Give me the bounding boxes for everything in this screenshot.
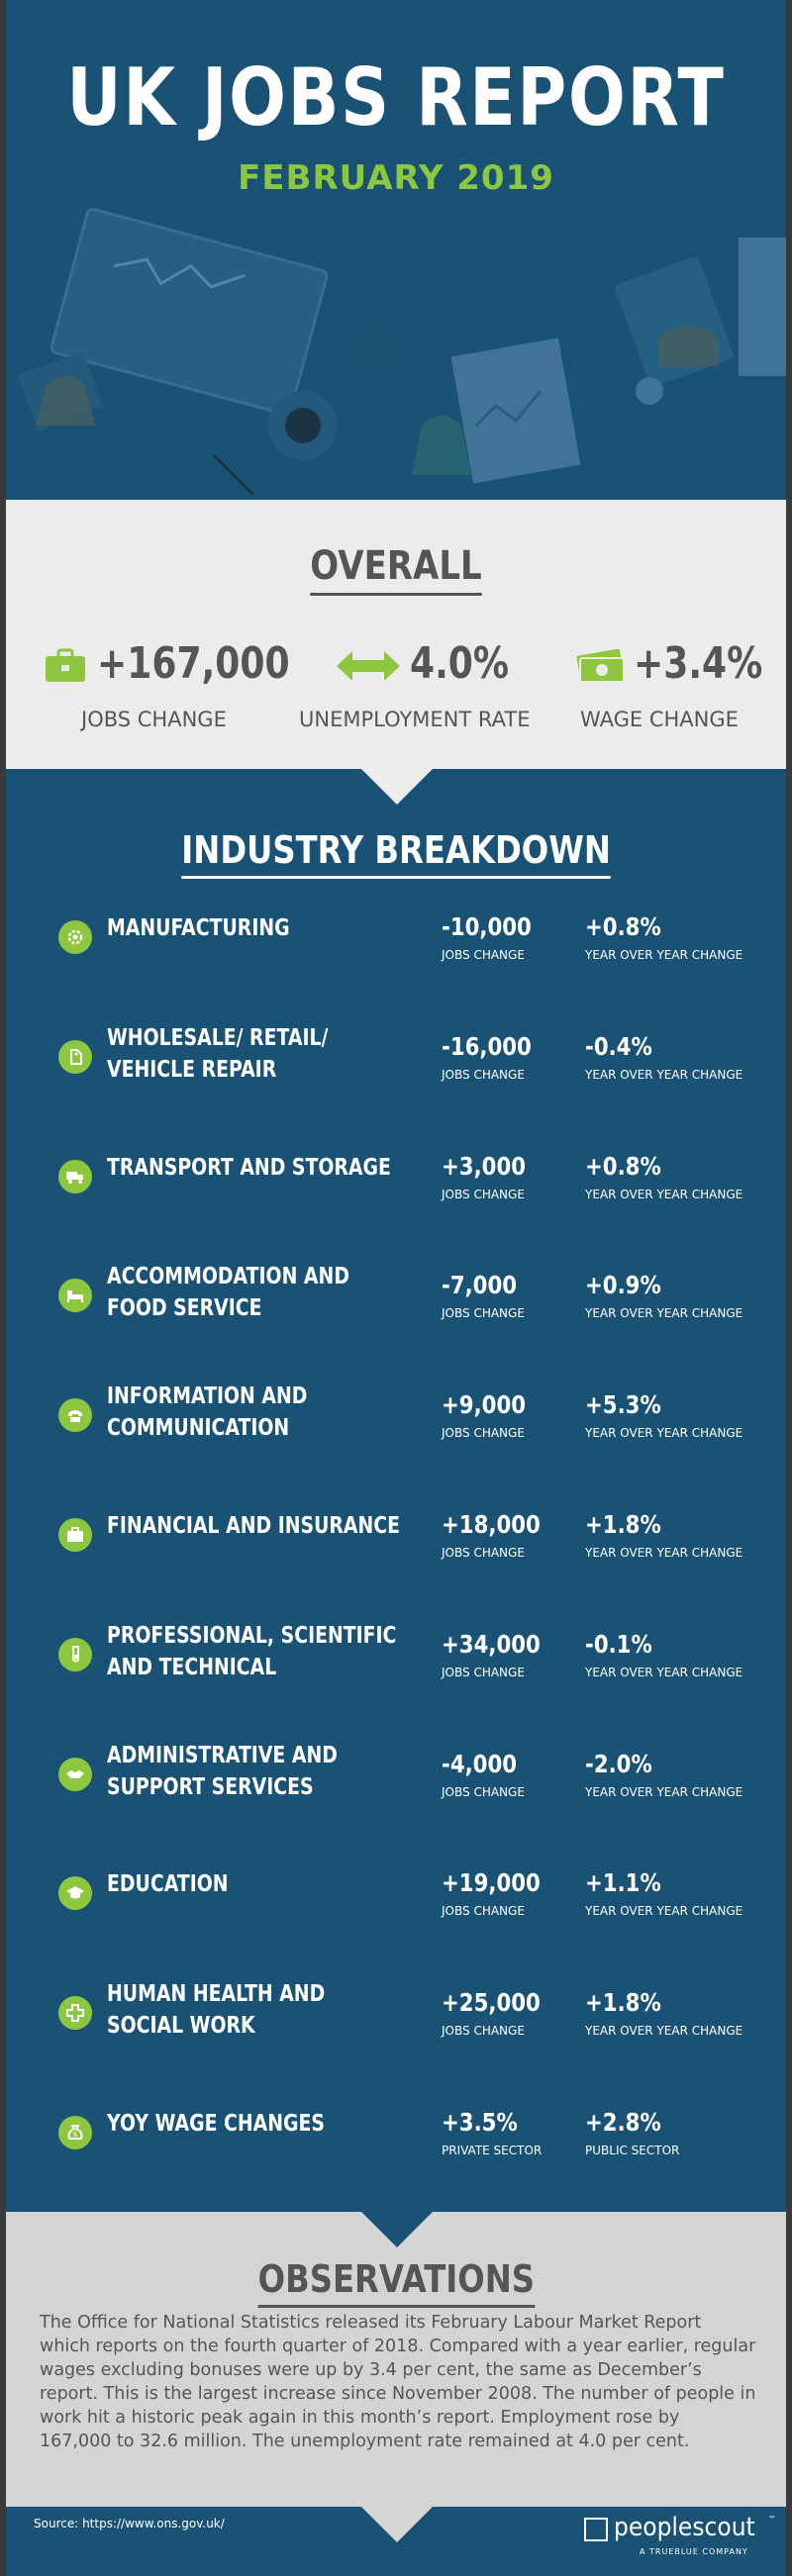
industry-name-line: FINANCIAL AND INSURANCE (107, 1513, 401, 1539)
industry-row (6, 1981, 786, 2087)
observations-pointer (361, 2212, 433, 2247)
desk-illustration (6, 178, 786, 500)
industry-name-line: FOOD SERVICE (107, 1295, 262, 1322)
brand-name: peoplescout (614, 2513, 755, 2542)
yoy-change-value: +1.8% (585, 1988, 661, 2018)
jobs-change-label: JOBS CHANGE (442, 948, 525, 962)
truck-icon (65, 1167, 85, 1187)
jobs-change-value: +3,000 (442, 1151, 527, 1181)
jobs-change-value: +34,000 (442, 1629, 541, 1659)
industry-name (107, 1868, 366, 1900)
footer-pointer (361, 2507, 433, 2542)
industry-name-line: VEHICLE REPAIR (107, 1056, 277, 1083)
industry-icon-badge (58, 1279, 92, 1312)
overall-section (6, 500, 786, 769)
jobs-change-value: +19,000 (442, 1868, 541, 1898)
industry-icon-badge (58, 1518, 92, 1552)
peoplescout-logo-icon (584, 2518, 608, 2541)
industry-name (107, 1978, 366, 2042)
source-link[interactable]: Source: https://www.ons.gov.uk/ (34, 2517, 225, 2530)
industry-row (6, 1264, 786, 1370)
jobs-change-value: +25,000 (442, 1988, 541, 2018)
overall-pointer (361, 769, 433, 805)
industry-row (6, 1868, 786, 1967)
jobs-change-label: PRIVATE SECTOR (442, 2144, 543, 2157)
jobs-change-value: -16,000 (442, 1031, 532, 1061)
yoy-change-label: YEAR OVER YEAR CHANGE (585, 1784, 743, 1799)
industry-row (6, 1152, 786, 1251)
industry-name-line: COMMUNICATION (107, 1415, 290, 1442)
yoy-change-label: YEAR OVER YEAR CHANGE (585, 1665, 743, 1679)
industry-name-line: SUPPORT SERVICES (107, 1773, 314, 1800)
industry-icon-badge (58, 1160, 92, 1193)
industry-icon-badge (58, 2116, 92, 2149)
industry-name (107, 1381, 366, 1444)
observations-text: The Office for National Statistics released its February Labour Market Report which reports on the fourth quarter of 2018. Compared with a year earlier, regular wages excluding bonuses were up by 3.4 per cent, the same as December’s report. This is the largest increase since November 2008. The number of people in work hit a historic peak again in this month’s report. Employment rose by 167,000 to 32.6 million. The unemployment rate remained at 4.0 per cent. (40, 2313, 756, 2451)
industry-name-line: EDUCATION (107, 1871, 229, 1898)
stat-value: +3.4% (634, 638, 763, 689)
yoy-change-label: YEAR OVER YEAR CHANGE (585, 1904, 743, 1919)
industry-row (6, 1383, 786, 1489)
trademark: ™ (768, 2515, 776, 2524)
industry-name-line: MANUFACTURING (107, 915, 290, 941)
industry-name (107, 912, 366, 944)
yoy-change-value: +0.8% (585, 912, 661, 941)
industry-name (107, 1740, 366, 1803)
industry-name-line: HUMAN HEALTH AND (107, 1981, 326, 2008)
jobs-change-label: JOBS CHANGE (442, 1546, 525, 1560)
industry-name (107, 1261, 366, 1324)
yoy-change-label: YEAR OVER YEAR CHANGE (585, 1546, 743, 1560)
jobs-change-stat (44, 638, 291, 747)
yoy-change-label: YEAR OVER YEAR CHANGE (585, 1306, 743, 1321)
yoy-change-value: +0.9% (585, 1271, 661, 1300)
gear-icon (65, 927, 85, 947)
industry-icon-badge (58, 1758, 92, 1791)
yoy-change-value: +1.8% (585, 1510, 661, 1539)
yoy-change-value: +0.8% (585, 1151, 661, 1181)
stat-value: 4.0% (410, 638, 510, 689)
industry-name (107, 1152, 391, 1184)
jobs-change-value: +9,000 (442, 1390, 527, 1420)
yoy-change-label: YEAR OVER YEAR CHANGE (585, 1187, 743, 1201)
industry-icon-badge (58, 920, 92, 954)
industry-icon-badge (58, 1876, 92, 1910)
stat-label: WAGE CHANGE (580, 708, 739, 731)
yoy-change-value: +2.8% (585, 2108, 661, 2137)
observations-section (6, 2212, 786, 2507)
report-date: FEBRUARY 2019 (238, 158, 554, 198)
industry-name (107, 2108, 366, 2140)
briefcase-icon (44, 648, 87, 684)
industry-icon-badge (58, 1398, 92, 1432)
jobs-change-label: JOBS CHANGE (442, 1067, 525, 1082)
industry-row (6, 2108, 786, 2207)
industry-icon-badge (58, 1638, 92, 1671)
test-tube-icon (65, 1645, 85, 1665)
jobs-change-label: JOBS CHANGE (442, 1904, 525, 1919)
jobs-change-label: JOBS CHANGE (442, 2024, 525, 2039)
industry-name-line: ACCOMMODATION AND (107, 1264, 349, 1290)
graduation-cap-icon (65, 1883, 85, 1903)
wage-change-stat (572, 638, 770, 747)
jobs-change-label: JOBS CHANGE (442, 1784, 525, 1799)
industry-name-line: YOY WAGE CHANGES (107, 2111, 326, 2137)
yoy-change-value: -2.0% (585, 1749, 652, 1778)
handshake-icon (65, 1765, 85, 1784)
industry-name (107, 1620, 397, 1683)
observations-title: OBSERVATIONS (257, 2257, 534, 2308)
industry-row (6, 1510, 786, 1609)
hero-banner (6, 0, 786, 500)
bed-icon (65, 1286, 85, 1305)
yoy-change-label: YEAR OVER YEAR CHANGE (585, 1426, 743, 1441)
svg-text:$: $ (72, 2131, 78, 2139)
industry-name-line: SOCIAL WORK (107, 2013, 255, 2040)
industry-row (6, 1024, 786, 1131)
industry-name-line: PROFESSIONAL, SCIENTIFIC (107, 1622, 397, 1649)
jobs-change-value: -4,000 (442, 1749, 518, 1778)
yoy-change-value: +5.3% (585, 1390, 661, 1420)
industry-name-line: WHOLESALE/ RETAIL/ (107, 1024, 329, 1051)
medical-cross-icon (65, 2003, 85, 2023)
industry-name-line: ADMINISTRATIVE AND (107, 1742, 338, 1768)
brand-tagline: A TRUEBLUE COMPANY (640, 2547, 748, 2556)
industry-row (6, 1742, 786, 1849)
industry-icon-badge (58, 1996, 92, 2030)
jobs-change-label: JOBS CHANGE (442, 1306, 525, 1321)
yoy-change-label: YEAR OVER YEAR CHANGE (585, 2024, 743, 2039)
industry-row (6, 912, 786, 1011)
yoy-change-label: PUBLIC SECTOR (585, 2144, 680, 2157)
jobs-change-value: +3.5% (442, 2108, 518, 2137)
jobs-change-label: JOBS CHANGE (442, 1426, 525, 1441)
unemployment-rate-stat (299, 638, 546, 747)
yoy-change-value: -0.4% (585, 1031, 652, 1061)
industry-name (107, 1022, 366, 1086)
industry-row (6, 1622, 786, 1729)
money-bag-icon (65, 2123, 85, 2143)
overall-title: OVERALL (310, 543, 481, 596)
double-arrow-icon (337, 648, 400, 684)
jobs-change-value: +18,000 (442, 1510, 541, 1539)
yoy-change-value: +1.1% (585, 1868, 661, 1898)
industry-title: INDUSTRY BREAKDOWN (181, 828, 611, 879)
stat-value: +167,000 (97, 638, 290, 689)
report-title: UK JOBS REPORT (66, 51, 726, 143)
yoy-change-value: -0.1% (585, 1629, 652, 1659)
money-icon (576, 648, 626, 684)
jobs-change-label: JOBS CHANGE (442, 1187, 525, 1201)
jobs-change-label: JOBS CHANGE (442, 1665, 525, 1679)
industry-name-line: INFORMATION AND (107, 1383, 308, 1410)
industry-name (107, 1510, 401, 1542)
yoy-change-label: YEAR OVER YEAR CHANGE (585, 1067, 743, 1082)
stat-label: UNEMPLOYMENT RATE (299, 708, 531, 731)
industry-icon-badge (58, 1040, 92, 1074)
jobs-change-value: -10,000 (442, 912, 532, 941)
yoy-change-label: YEAR OVER YEAR CHANGE (585, 948, 743, 962)
stat-label: JOBS CHANGE (81, 708, 227, 731)
industry-name-line: AND TECHNICAL (107, 1654, 277, 1680)
jobs-change-value: -7,000 (442, 1271, 518, 1300)
phone-icon (65, 1405, 85, 1425)
briefcase-icon (65, 1525, 85, 1545)
industry-section (6, 769, 786, 2212)
industry-name-line: TRANSPORT AND STORAGE (107, 1154, 391, 1181)
price-tag-icon (65, 1047, 85, 1067)
